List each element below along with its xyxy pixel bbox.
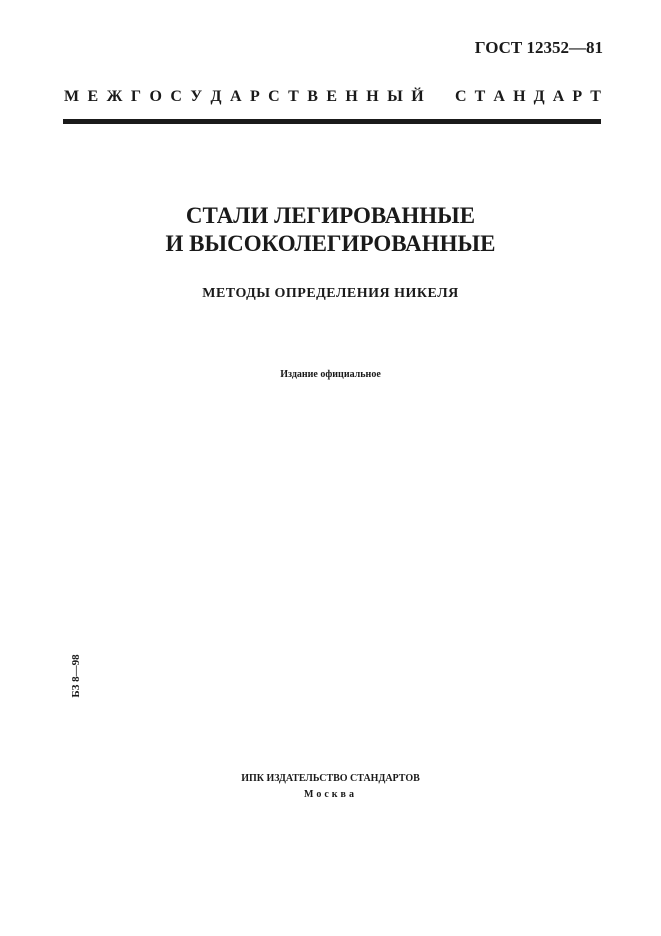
- standard-type-word-standard: [455, 88, 601, 106]
- heading-letter: Д: [533, 88, 545, 105]
- heading-letter: О: [149, 88, 162, 105]
- standard-type-heading: [64, 88, 601, 106]
- side-catalog-code: БЗ 8—98: [70, 654, 82, 698]
- heading-letter: С: [455, 88, 467, 105]
- heading-letter: Е: [87, 88, 99, 105]
- heading-letter: С: [170, 88, 182, 105]
- edition-note: Издание официальное: [280, 369, 381, 380]
- publisher-city: Москва: [304, 789, 357, 800]
- document-title: [0, 202, 661, 258]
- header-rule: [63, 119, 601, 124]
- heading-letter: Н: [366, 88, 379, 105]
- document-title-line-2: И ВЫСОКОЛЕГИРОВАННЫЕ: [165, 231, 496, 256]
- heading-letter: А: [229, 88, 242, 105]
- heading-letter: Ж: [106, 88, 123, 105]
- heading-letter: Н: [345, 88, 358, 105]
- heading-letter: А: [552, 88, 565, 105]
- document-subtitle: МЕТОДЫ ОПРЕДЕЛЕНИЯ НИКЕЛЯ: [202, 286, 459, 301]
- heading-letter: С: [268, 88, 280, 105]
- heading-letter: Т: [590, 88, 601, 105]
- heading-letter: Г: [130, 88, 142, 105]
- document-number: ГОСТ 12352—81: [474, 38, 603, 57]
- heading-letter: Й: [411, 88, 424, 105]
- heading-letter: Д: [210, 88, 222, 105]
- heading-letter: Р: [249, 88, 260, 105]
- heading-letter: Т: [288, 88, 299, 105]
- heading-letter: Н: [513, 88, 526, 105]
- heading-letter: Т: [474, 88, 486, 105]
- heading-letter: Е: [326, 88, 337, 105]
- heading-letter: В: [307, 88, 318, 105]
- heading-letter: Ы: [387, 88, 403, 105]
- heading-letter: Р: [572, 88, 583, 105]
- heading-letter: М: [64, 88, 80, 105]
- document-title-line-1: СТАЛИ ЛЕГИРОВАННЫЕ: [185, 203, 476, 228]
- publisher-name: ИПК ИЗДАТЕЛЬСТВО СТАНДАРТОВ: [241, 773, 420, 784]
- heading-letter: А: [493, 88, 505, 105]
- heading-letter: У: [190, 88, 203, 105]
- standard-type-word-interstate: [64, 88, 424, 106]
